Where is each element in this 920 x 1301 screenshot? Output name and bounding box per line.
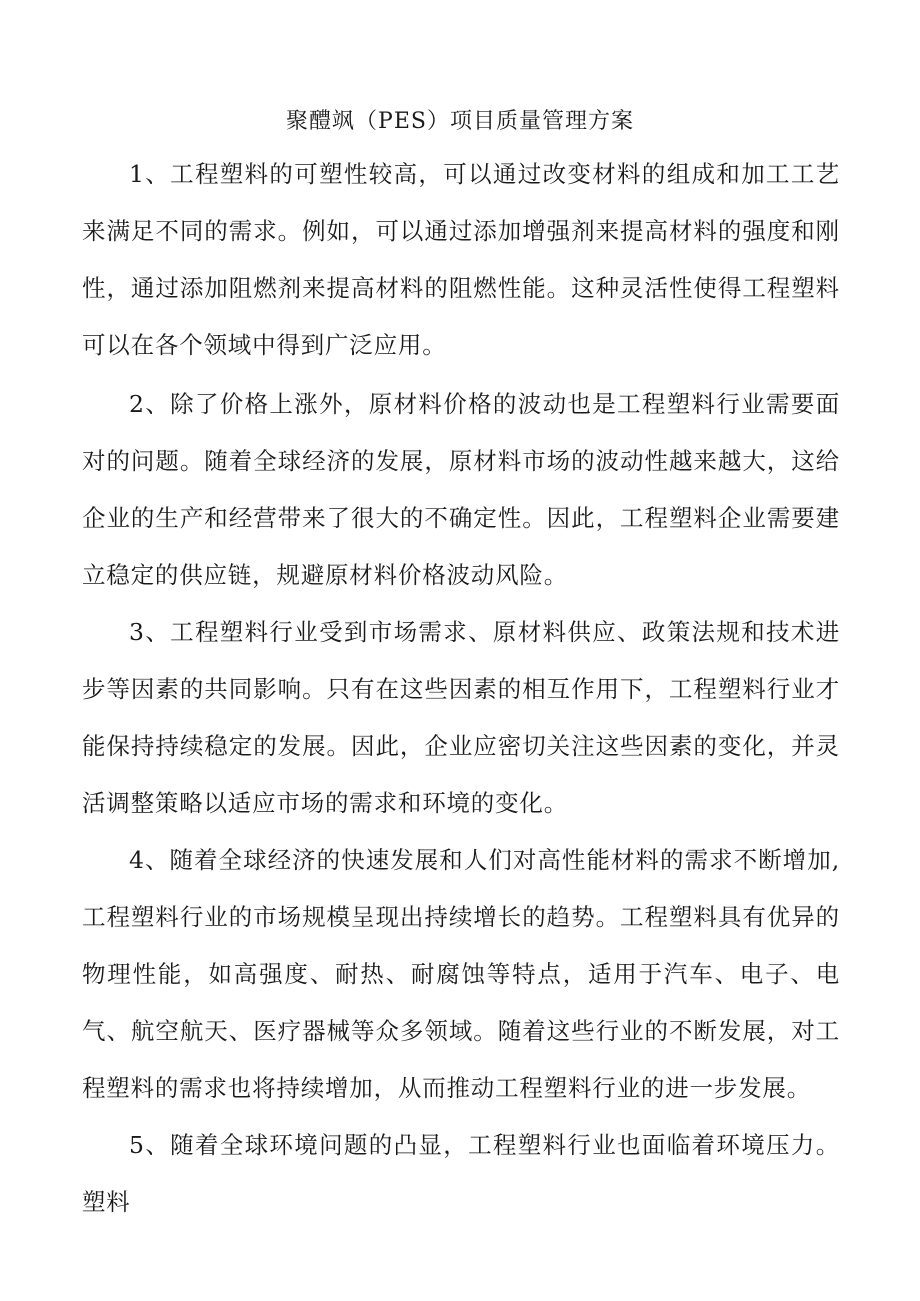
paragraph-3: 3、工程塑料行业受到市场需求、原材料供应、政策法规和技术进步等因素的共同影响。只有在这些因素的相互作用下，工程塑料行业才能保持持续稳定的发展。因此，企业应密切关注这些因素的变化，并灵活调整策略以适应市场的需求和环境的变化。: [82, 618, 840, 817]
paragraph-5: 5、随着全球环境问题的凸显，工程塑料行业也面临着环境压力。塑料: [82, 1131, 840, 1216]
paragraph-1: 1、工程塑料的可塑性较高，可以通过改变材料的组成和加工工艺来满足不同的需求。例如，可以通过添加增强剂来提高材料的强度和刚性，通过添加阻燃剂来提高材料的阻燃性能。这种灵活性使得工程塑料可以在各个领域中得到广泛应用。: [82, 160, 840, 359]
document-title: 聚醴飒（PES）项目质量管理方案: [286, 109, 634, 134]
paragraph-2: 2、除了价格上涨外，原材料价格的波动也是工程塑料行业需要面对的问题。随着全球经济的发展，原材料市场的波动性越来越大，这给企业的生产和经营带来了很大的不确定性。因此，工程塑料企业需要建立稳定的供应链，规避原材料价格波动风险。: [82, 390, 840, 589]
paragraph-4: 4、随着全球经济的快速发展和人们对高性能材料的需求不断增加,工程塑料行业的市场规模呈现出持续增长的趋势。工程塑料具有优异的物理性能，如高强度、耐热、耐腐蚀等特点，适用于汽车、电子、电气、航空航天、医疗器械等众多领域。随着这些行业的不断发展，对工程塑料的需求也将持续增加，从而推动工程塑料行业的进一步发展。: [82, 846, 840, 1102]
